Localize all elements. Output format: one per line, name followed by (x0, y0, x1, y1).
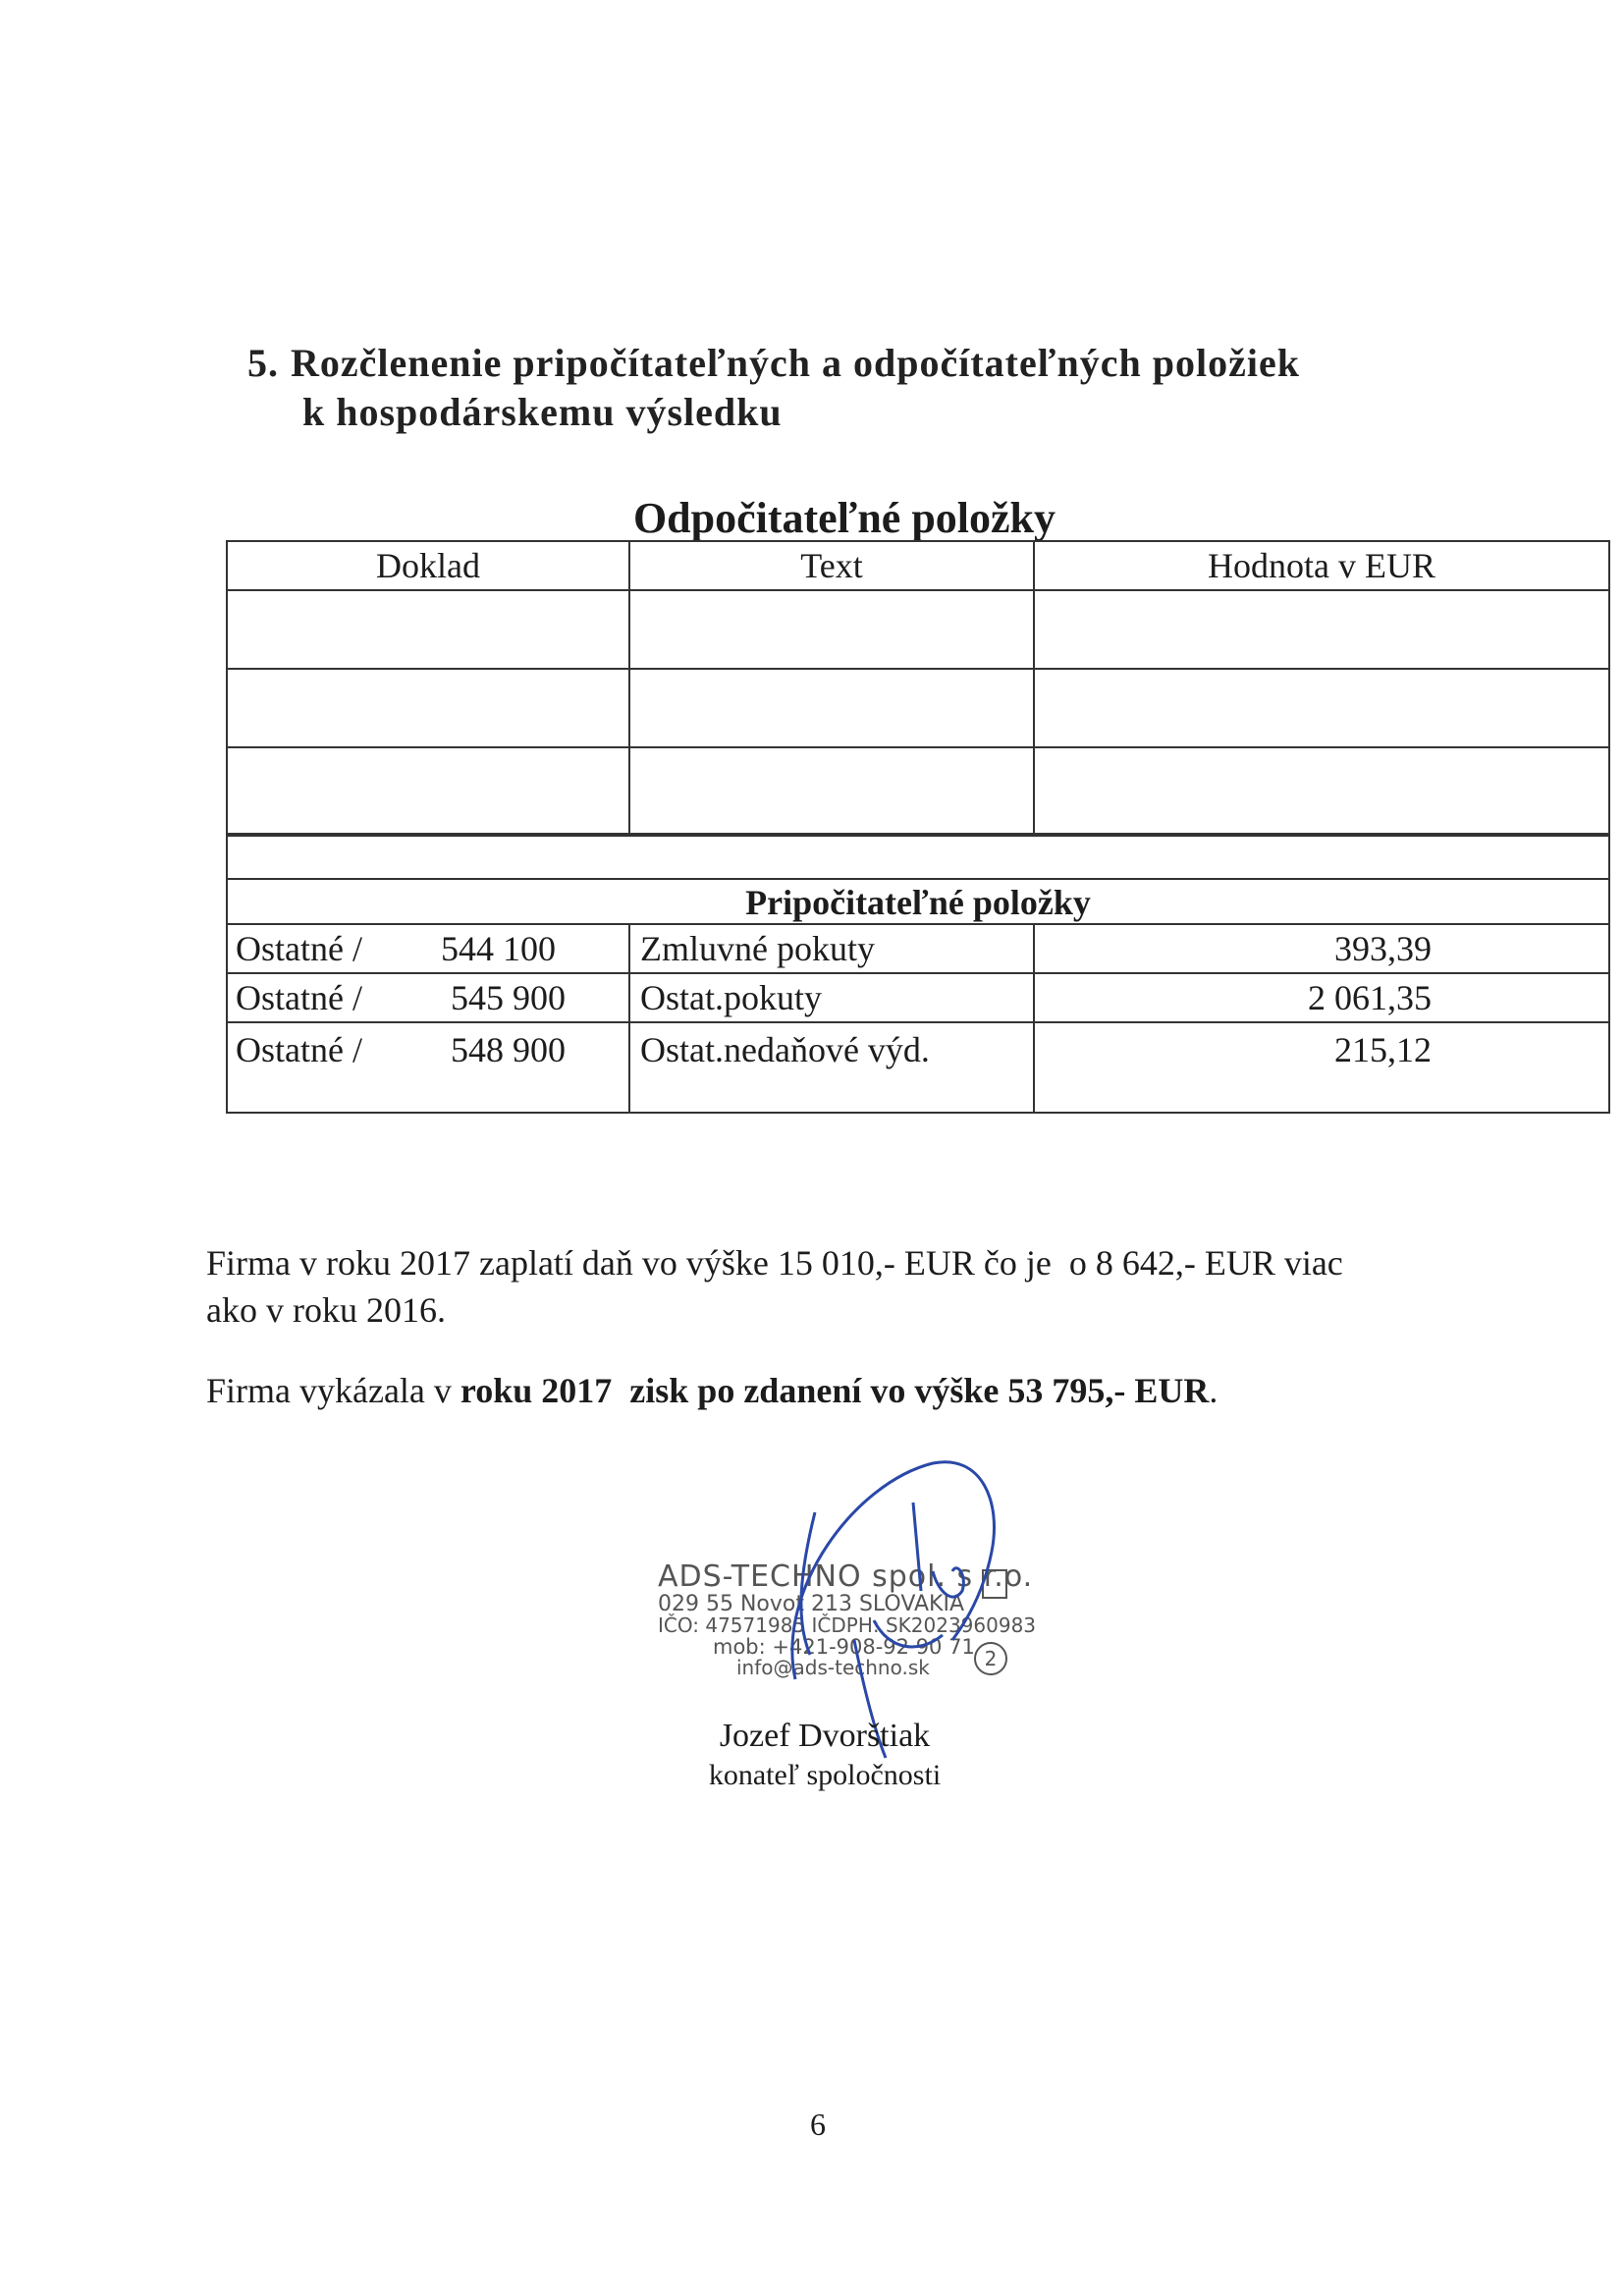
table-header-row (227, 541, 1609, 590)
section-heading (247, 339, 1300, 437)
column-header-hodnota: Hodnota v EUR (1034, 541, 1609, 590)
signatory-role: konateľ spoločnosti (708, 1759, 942, 1791)
stamp-mobile: mob: +421-908-92 90 71 (713, 1634, 975, 1659)
table-row (227, 747, 1609, 834)
doc-cell (227, 973, 629, 1022)
profit-paragraph-bold: roku 2017 zisk po zdanení vo výške 53 795,- EUR (460, 1371, 1210, 1410)
tax-paragraph-line1: Firma v roku 2017 zaplatí daň vo výške 15 010,- EUR čo je o 8 642,- EUR viac (206, 1243, 1343, 1283)
table-row (227, 669, 1609, 747)
stamp-ids: IČO: 47571985 IČDPH: SK2023960983 (658, 1613, 1037, 1637)
doc-prefix: Ostatné / (236, 929, 362, 968)
text-cell: Zmluvné pokuty (629, 924, 1034, 973)
doc-number: 548 900 (451, 1030, 566, 1069)
doc-prefix: Ostatné / (236, 978, 362, 1017)
additive-title-row (227, 879, 1609, 924)
additive-title: Pripočitateľné položky (227, 879, 1609, 924)
section-heading-line1: Rozčlenenie pripočítateľných a odpočítateľných položiek (291, 341, 1300, 385)
tax-paragraph-line2: ako v roku 2016. (206, 1290, 446, 1330)
deductible-title: Odpočitateľné položky (632, 494, 1056, 542)
tax-paragraph (206, 1239, 1502, 1334)
doc-cell (227, 1022, 629, 1113)
doc-prefix: Ostatné / (236, 1030, 362, 1069)
stamp-company: ADS-TECHNO spol. s r.o. (658, 1559, 1034, 1594)
additive-table (226, 835, 1610, 1114)
table-row (227, 590, 1609, 669)
table-row (227, 973, 1609, 1022)
section-number: 5. (247, 341, 279, 385)
doc-number: 545 900 (451, 978, 566, 1017)
stamp-address: 029 55 Novoť 213 SLOVAKIA (658, 1591, 964, 1616)
text-cell: Ostat.nedaňové výd. (629, 1022, 1034, 1113)
profit-paragraph-suffix: . (1209, 1371, 1218, 1410)
deductible-table (226, 540, 1610, 835)
value-cell: 215,12 (1034, 1022, 1609, 1113)
doc-number: 544 100 (441, 929, 556, 968)
page-number: 6 (810, 2106, 826, 2142)
signatory-name: Jozef Dvorštiak (719, 1718, 931, 1754)
table-row (227, 1022, 1609, 1113)
column-header-doklad: Doklad (227, 541, 629, 590)
profit-paragraph (206, 1367, 1502, 1414)
column-header-text: Text (629, 541, 1034, 590)
value-cell: 2 061,35 (1034, 973, 1609, 1022)
value-cell: 393,39 (1034, 924, 1609, 973)
text-cell: Ostat.pokuty (629, 973, 1034, 1022)
table-row (227, 924, 1609, 973)
stamp-email: info@ads-techno.sk (736, 1655, 930, 1679)
additive-title-row (227, 836, 1609, 879)
profit-paragraph-prefix: Firma vykázala v (206, 1371, 460, 1410)
section-heading-line2: k hospodárskemu výsledku (302, 390, 783, 434)
doc-cell (227, 924, 629, 973)
signature-block (628, 1717, 1021, 1795)
stamp-mark-icon: 2 (974, 1642, 1007, 1675)
